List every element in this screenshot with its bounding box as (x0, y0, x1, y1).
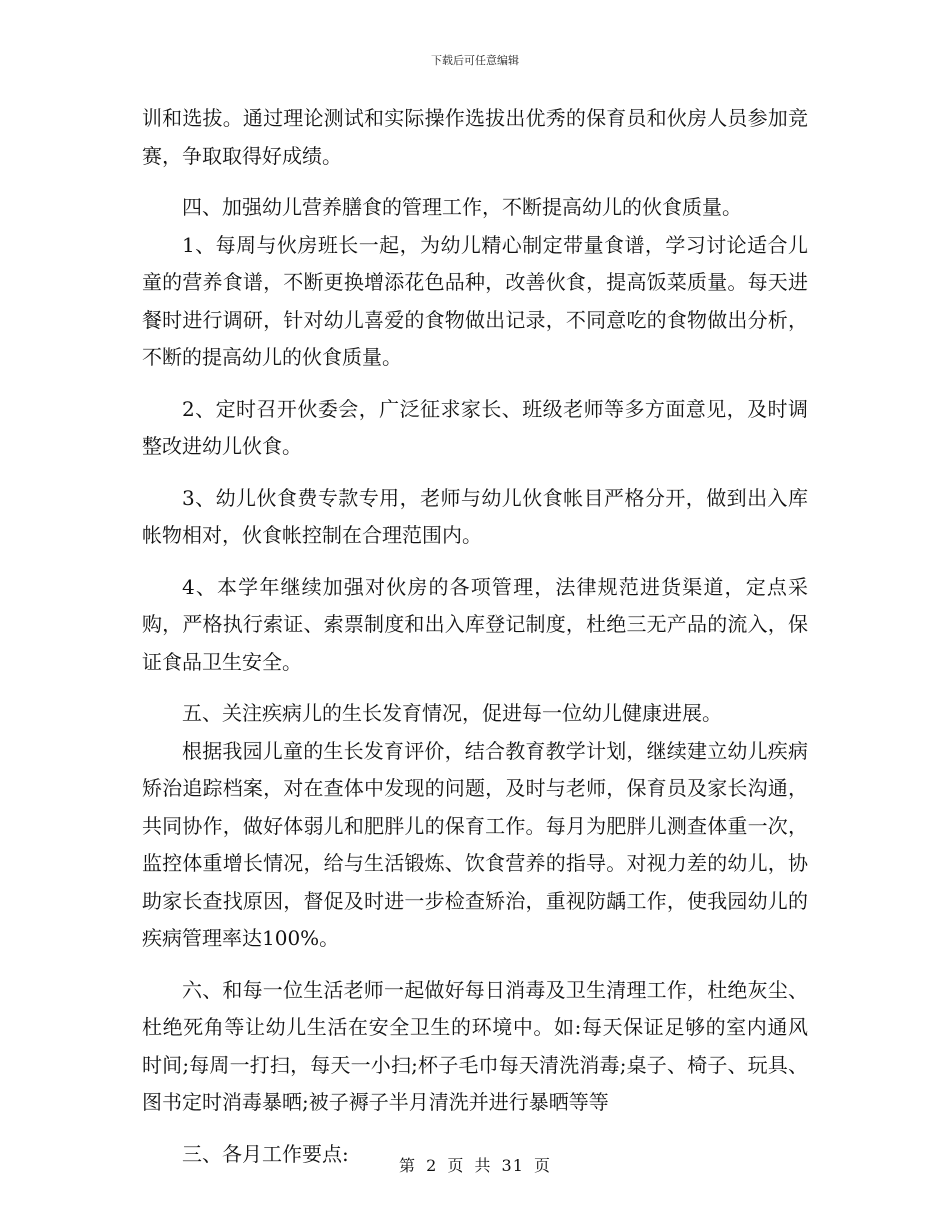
page-header: 下载后可任意编辑 (431, 54, 519, 67)
paragraph-item-4: 4、本学年继续加强对伙房的各项管理，法律规范进货渠道，定点采购，严格执行索证、索票制度和出入库登记制度，杜绝三无产品的流入，保证食品卫生安全。 (142, 574, 808, 674)
section-heading-four: 四、加强幼儿营养膳食的管理工作，不断提高幼儿的伙食质量。 (182, 195, 742, 219)
paragraph-growth-development: 根据我园儿童的生长发育评价，结合教育教学计划，继续建立幼儿疾病矫治追踪档案，对在查体中发现的问题，及时与老师，保育员及家长沟通，共同协作，做好体弱儿和肥胖儿的保育工作。每月为肥胖儿测查体重一次，监控体重增长情况，给与生活锻炼、饮食营养的指导。对视力差的幼儿，协助家长查找原因，督促及时进一步检查矫治，重视防龋工作，使我园幼儿的疾病管理率达100%。 (142, 738, 808, 950)
section-heading-monthly-points: 三、各月工作要点: (182, 1141, 349, 1166)
paragraph-item-2: 2、定时召开伙委会，广泛征求家长、班级老师等多方面意见，及时调整改进幼儿伙食。 (142, 396, 808, 458)
page-footer: 第 2 页 共 31 页 (399, 1156, 551, 1175)
paragraph-item-3: 3、幼儿伙食费专款专用，老师与幼儿伙食帐目严格分开，做到出入库帐物相对，伙食帐控制在合理范围内。 (142, 485, 808, 547)
paragraph-item-1: 1、每周与伙房班长一起，为幼儿精心制定带量食谱，学习讨论适合儿童的营养食谱，不断更换增添花色品种，改善伙食，提高饭菜质量。每天进餐时进行调研，针对幼儿喜爱的食物做出记录，不同意吃的食物做出分析，不断的提高幼儿的伙食质量。 (142, 232, 808, 369)
document-body (142, 100, 808, 1173)
paragraph-continuation: 训和选拔。通过理论测试和实际操作选拔出优秀的保育员和伙房人员参加竞赛，争取取得好成绩。 (142, 106, 808, 168)
section-heading-six: 六、和每一位生活老师一起做好每日消毒及卫生清理工作，杜绝灰尘、杜绝死角等让幼儿生活在安全卫生的环境中。如:每天保证足够的室内通风时间;每周一打扫，每天一小扫;杯子毛巾每天清洗消毒;桌子、椅子、玩具、图书定时消毒暴晒;被子褥子半月清洗并进行暴晒等等 (142, 977, 808, 1114)
section-heading-five: 五、关注疾病儿的生长发育情况，促进每一位幼儿健康进展。 (182, 701, 722, 725)
